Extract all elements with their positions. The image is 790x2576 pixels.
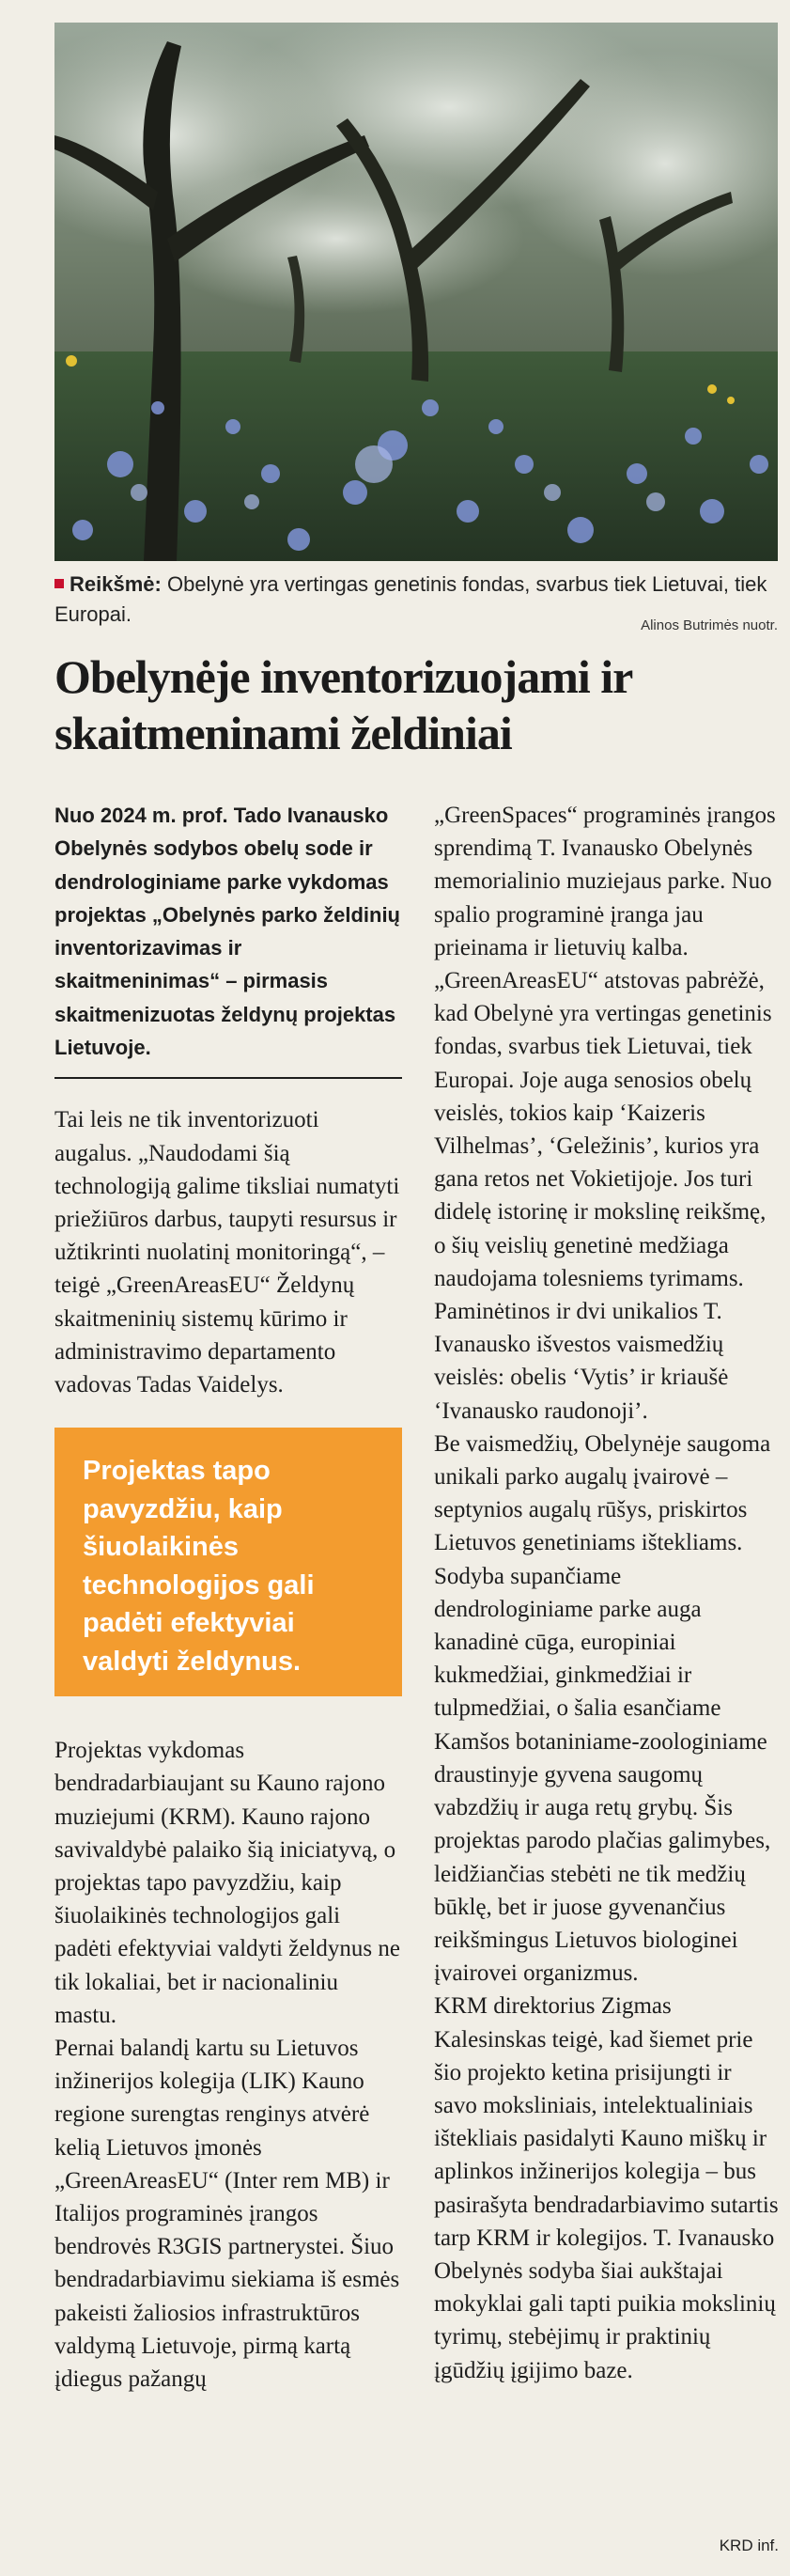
article-photo [54, 23, 778, 561]
left-column [54, 799, 402, 2396]
caption-marker [54, 579, 64, 588]
orchard-image [54, 23, 778, 561]
lead-paragraph: Nuo 2024 m. prof. Tado Ivanausko Obelynės sodybos obelų sode ir dendrologiniame parke vykdomas projektas „Obelynės parko želdinių inventorizavimas ir skaitmeninimas“ – pirmasis skaitmenizuotas želdynų projektas Lietuvoje. [54, 804, 400, 1060]
lead-divider [54, 1077, 402, 1079]
body-paragraph: Projektas vykdomas bendradarbiaujant su Kauno rajono muziejumi (KRM). Kauno rajono savivaldybė palaiko šią iniciatyvą, o projektas tapo pavyzdžiu, kaip šiuolaikinės technologijos gali padėti efektyviai valdyti želdynus ne tik lokaliai, bet ir nacionaliniu mastu. [54, 1738, 400, 2028]
body-paragraph: „GreenAreasEU“ atstovas pabrėžė, kad Obelynė yra vertingas genetinis fondas, svarbus tiek Lietuvai, tiek Europai. Joje auga senosios obelų veislės, tokios kaip ‘Kaizeris Vilhelmas’, ‘Geležinis’, kurios yra gana retos net Vokietijoje. Jos turi didelę istorinę ir mokslinę reikšmę, o šių veislių genetinė medžiaga naudojama tolesniems tyrimams. Paminėtinos ir dvi unikalios T. Ivanausko išvestos vaismedžių veislės: obelis ‘Vytis’ ir kriaušė ‘Ivanausko raudonoji’. [434, 968, 772, 1424]
photo-caption [54, 570, 778, 633]
body-paragraph: KRM direktorius Zigmas Kalesinskas teigė, kad šiemet prie šio projekto ketina prisijungti ir savo moksliniais, intelektualiniais ištekliais pasidalyti Kauno miškų ir aplinkos inžinerijos kolegija – bus pasirašyta bendradarbiavimo sutartis tarp KRM ir kolegijos. T. Ivanausko Obelynės sodyba šiai aukštajai mokyklai gali tapti puikia mokslinių tyrimų, stebėjimų ir praktinių įgūdžių įgijimo baze. [434, 1993, 779, 2383]
photo-credit: Alinos Butrimės nuotr. [641, 617, 778, 633]
body-paragraph: Be vaismedžių, Obelynėje saugoma unikali parko augalų įvairovė – septynios augalų rūšys, priskirtos Lietuvos genetiniams ištekliams. Sodyba supančiame dendrologiniame parke auga kanadinė cūga, europiniai kukmedžiai, ginkmedžiai ir tulpmedžiai, o šalia esančiame Kamšos botaniniame-zoologiniame draustinyje gyvena saugomų vabzdžių ir auga retų grybų. Šis projektas parodo plačias galimybes, leidžiančias stebėti ne tik medžių būklę, bet ir juose gyvenančius reikšmingus Lietuvos biologinei įvairovei organizmus. [434, 1430, 771, 1987]
body-paragraph: Pernai balandį kartu su Lietuvos inžinerijos kolegija (LIK) Kauno regione surengtas renginys atvėrė kelią Lietuvos įmonės „GreenAreasEU“ (Inter rem MB) ir Italijos programinės įrangos bendrovės R3GIS partnerystei. Šiuo bendradarbiavimu siekiama iš esmės pakeisti žaliosios infrastruktūros valdymą Lietuvoje, pirmą kartą įdiegus pažangų [54, 2036, 400, 2393]
right-column [434, 799, 780, 2387]
body-paragraph: „GreenSpaces“ programinės įrangos sprendimą T. Ivanausko Obelynės memorialinio muziejaus parke. Nuo spalio programinė įranga jau prieinama ir lietuvių kalba. [434, 803, 776, 960]
article-signoff: KRD inf. [719, 2537, 779, 2554]
pull-quote: Projektas tapo pavyzdžiu, kaip šiuolaikinės technologijos gali padėti efektyviai valdyti želdynus. [54, 1428, 402, 1696]
caption-label: Reikšmė: [70, 572, 162, 596]
caption-text: Obelynė yra vertingas genetinis fondas, svarbus tiek Lietuvai, tiek Europai. [54, 572, 767, 626]
article-headline: Obelynėje inventorizuojami ir skaitmeninami želdiniai [54, 650, 632, 759]
body-paragraph: Tai leis ne tik inventorizuoti augalus. „Naudodami šią technologiją galime tiksliai numatyti priežiūros darbus, taupyti resursus ir užtikrinti nuolatinį monitoringą“, – teigė „GreenAreasEU“ Želdynų skaitmeninių sistemų kūrimo ir administravimo departamento vadovas Tadas Vaidelys. [54, 1107, 400, 1397]
